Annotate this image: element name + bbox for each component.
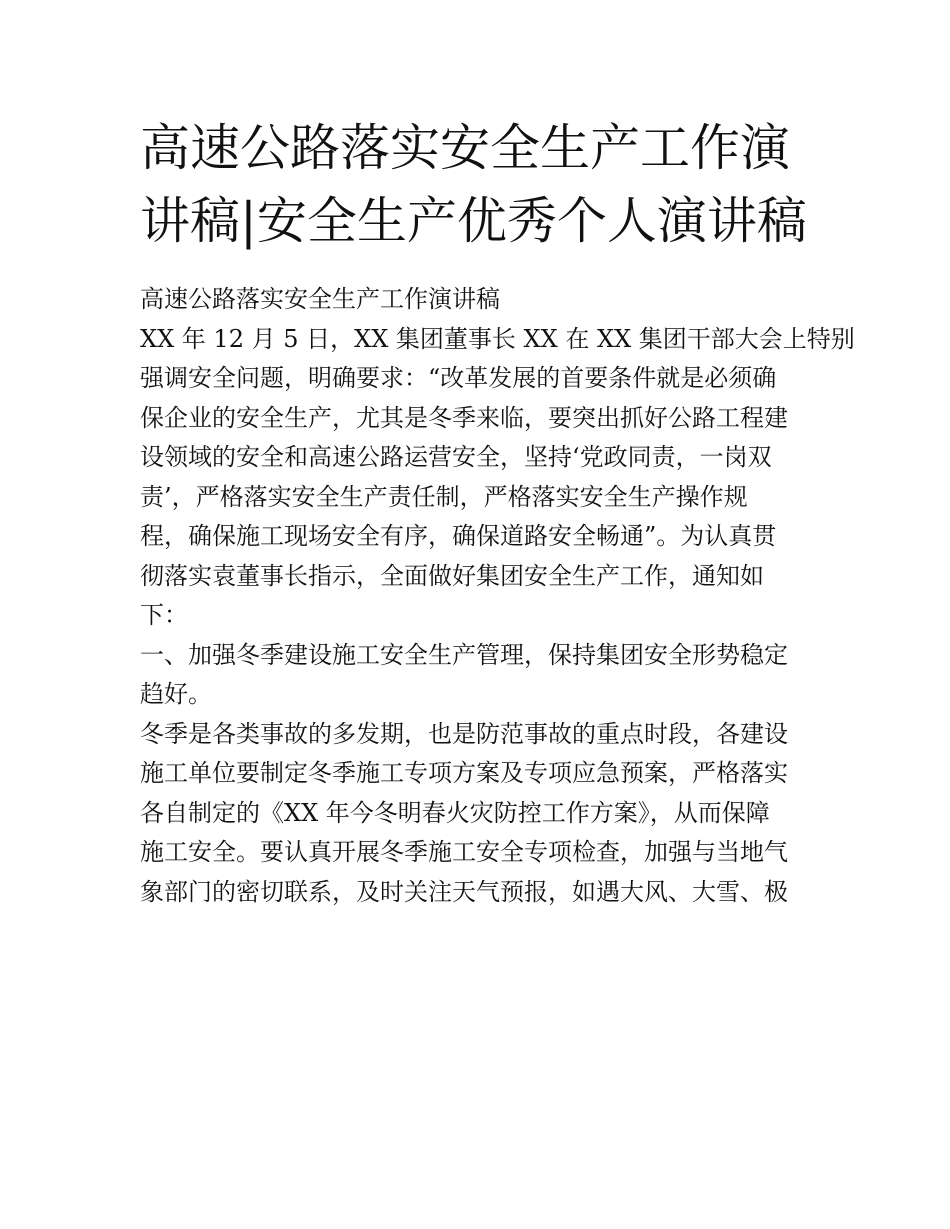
- document-body: [140, 280, 855, 912]
- body-line: 责’，严格落实安全生产责任制，严格落实安全生产操作规: [140, 482, 748, 511]
- title-line: 高速公路落实安全生产工作演: [140, 119, 790, 177]
- body-line: 程，确保施工现场安全有序，确保道路安全畅通”。为认真贯: [140, 522, 777, 550]
- body-line: XX 年 12 月 5 日，XX 集团董事长 XX 在 XX 集团干部大会上特别: [140, 324, 855, 353]
- body-line: 设领域的安全和高速公路运营安全，坚持‘党政同责，一岗双: [140, 443, 772, 471]
- section-heading-line: 一、加强冬季建设施工安全生产管理，保持集团安全形势稳定: [140, 640, 788, 669]
- body-line: 施工单位要制定冬季施工专项方案及专项应急预案，严格落实: [140, 759, 788, 787]
- body-line: 各自制定的《XX 年今冬明春火灾防控工作方案》，从而保障: [140, 798, 770, 827]
- body-line: 强调安全问题，明确要求：“改革发展的首要条件就是必须确: [140, 364, 777, 392]
- subtitle-line: 高速公路落实安全生产工作演讲稿: [140, 285, 500, 313]
- document-title: [140, 112, 830, 258]
- body-line: 施工安全。要认真开展冬季施工安全专项检查，加强与当地气: [140, 838, 788, 866]
- body-line: 保企业的安全生产，尤其是冬季来临，要突出抓好公路工程建: [140, 403, 788, 432]
- title-line: 讲稿|安全生产优秀个人演讲稿: [140, 192, 807, 250]
- body-line: 彻落实袁董事长指示，全面做好集团安全生产工作，通知如: [140, 561, 764, 590]
- section-heading-line: 趋好。: [140, 680, 212, 708]
- body-line: 冬季是各类事故的多发期，也是防范事故的重点时段，各建设: [140, 719, 788, 748]
- body-line: 象部门的密切联系，及时关注天气预报，如遇大风、大雪、极: [140, 877, 788, 906]
- body-line: 下：: [140, 601, 188, 629]
